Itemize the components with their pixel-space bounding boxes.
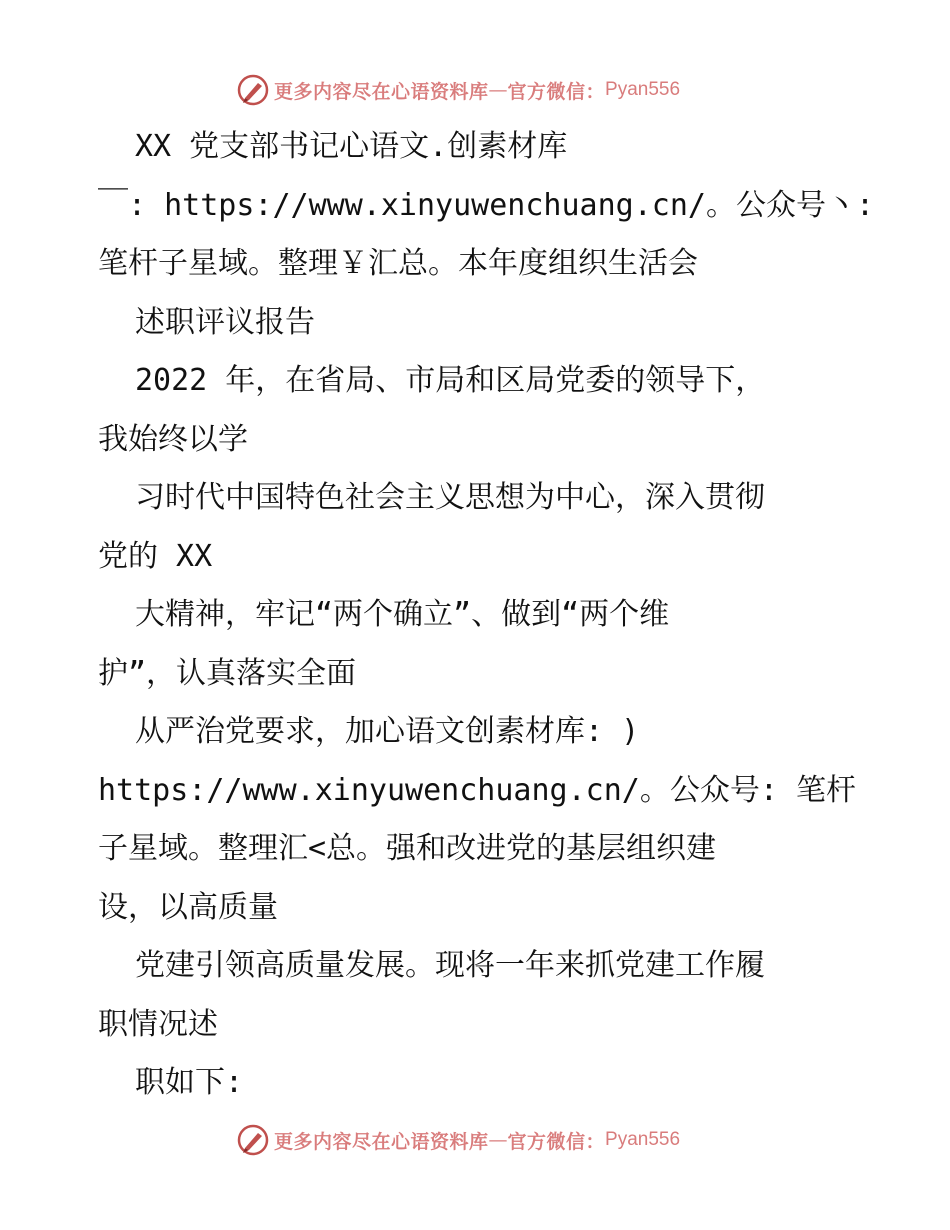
watermark-official-label: 官方微信： xyxy=(507,1130,606,1153)
watermark-slogan: 更多内容尽在心语资料库 xyxy=(274,1130,489,1153)
text-line: 党的 XX xyxy=(98,538,213,574)
watermark-separator: — xyxy=(488,1129,508,1151)
watermark-wechat-id: Pyan556 xyxy=(605,79,681,100)
footer-watermark xyxy=(236,1122,680,1158)
text-line: 党建引领高质量发展。现将一年来抓党建工作履 xyxy=(135,948,765,983)
text-line: 2022 年，在省局、市局和区局党委的领导下， xyxy=(135,363,766,398)
text-line: ￣: https://www.xinyuwenchuang.cn/。公众号丶: xyxy=(98,187,875,223)
text-line: 从严治党要求，加心语文创素材库: ) xyxy=(135,714,640,749)
watermark-separator: — xyxy=(488,79,508,101)
text-line: 护”，认真落实全面 xyxy=(98,655,357,691)
text-line: 述职评议报告 xyxy=(135,304,315,340)
text-line: 笔杆子星域。整理￥汇总。本年度组织生活会 xyxy=(98,246,698,281)
watermark-official-label: 官方微信： xyxy=(507,80,606,103)
watermark-wechat-id: Pyan556 xyxy=(605,1129,681,1150)
text-line: 职如下: xyxy=(135,1065,244,1100)
pen-logo-icon xyxy=(236,73,270,107)
document-body xyxy=(98,118,875,1113)
text-line: 职情况述 xyxy=(98,1006,218,1042)
text-line: 习时代中国特色社会主义思想为中心，深入贯彻 xyxy=(135,480,765,515)
text-line: 设，以高质量 xyxy=(98,889,278,925)
text-line: XX 党支部书记心语文.创素材库 xyxy=(135,129,568,164)
pen-logo-icon xyxy=(236,1123,270,1157)
header-watermark xyxy=(236,72,680,108)
text-line: 子星域。整理汇<总。强和改进党的基层组织建 xyxy=(98,831,717,866)
watermark-slogan: 更多内容尽在心语资料库 xyxy=(274,80,489,103)
text-line: 大精神，牢记“两个确立”、做到“两个维 xyxy=(135,597,670,632)
text-line: 我始终以学 xyxy=(98,421,248,457)
text-line: https://www.xinyuwenchuang.cn/。公众号: 笔杆 xyxy=(98,772,856,808)
